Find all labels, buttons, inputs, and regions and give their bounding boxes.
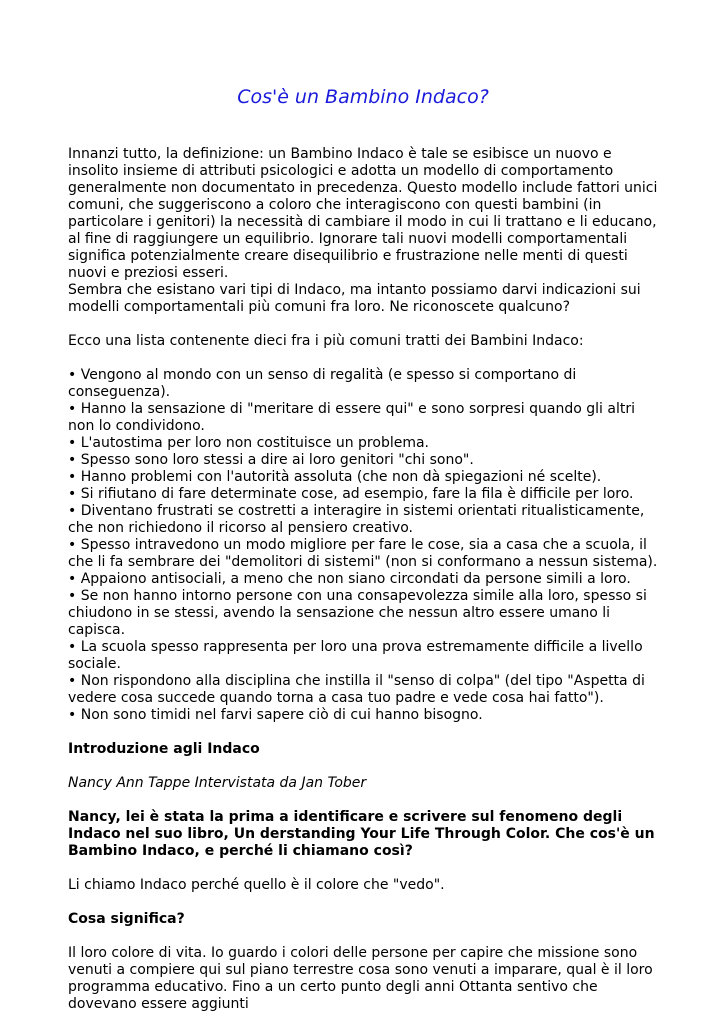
- intro-paragraph-2: Sembra che esistano vari tipi di Indaco, ma intanto possiamo darvi indicazioni sui modelli comportamentali più comuni fra loro. Ne riconoscete qualcuno?: [68, 282, 641, 315]
- interview-question-2: Cosa significa?: [68, 911, 185, 927]
- list-item: • Se non hanno intorno persone con una consapevolezza simile alla loro, spesso si chiudono in se stessi, avendo la sensazione che nessun altro essere umano li capisca.: [68, 588, 658, 639]
- list-item: • Non rispondono alla disciplina che instilla il "senso di colpa" (del tipo "Aspetta di vedere cosa succede quando torna a casa tuo padre e vede cosa hai fatto").: [68, 673, 658, 707]
- list-item: • Hanno la sensazione di "meritare di essere qui" e sono sorpresi quando gli altri non lo condividono.: [68, 401, 658, 435]
- list-intro: Ecco una lista contenente dieci fra i più comuni tratti dei Bambini Indaco:: [68, 333, 584, 349]
- list-item: • Spesso intravedono un modo migliore per fare le cose, sia a casa che a scuola, il che li fa sembrare dei "demolitori di sistemi" (non si conformano a nessun sistema).: [68, 537, 658, 571]
- interview-answer-1: Li chiamo Indaco perché quello è il colore che "vedo".: [68, 877, 445, 893]
- page-title: Cos'è un Bambino Indaco?: [237, 86, 489, 108]
- list-item: • Spesso sono loro stessi a dire ai loro genitori "chi sono".: [68, 452, 658, 469]
- list-item: • Si rifiutano di fare determinate cose, ad esempio, fare la fila è difficile per loro.: [68, 486, 658, 503]
- traits-list: [68, 367, 658, 724]
- list-item: • Vengono al mondo con un senso di regalità (e spesso si comportano di conseguenza).: [68, 367, 658, 401]
- list-item: • Diventano frustrati se costretti a interagire in sistemi orientati ritualisticamente, che non richiedono il ricorso al pensiero creativo.: [68, 503, 658, 537]
- intro-paragraph-1: Innanzi tutto, la definizione: un Bambino Indaco è tale se esibisce un nuovo e insolito insieme di attributi psicologici e adotta un modello di comportamento generalmente non documentato in precedenza. Questo modello include fattori unici comuni, che suggeriscono a coloro che interagiscono con questi bambini (in particolare i genitori) la necessità di cambiare il modo in cui li trattano e li educano, al fine di raggiungere un equilibrio. Ignorare tali nuovi modelli comportamentali significa potenzialmente creare disequilibrio e frustrazione nelle menti di questi nuovi e preziosi esseri.: [68, 146, 658, 281]
- list-item: • Non sono timidi nel farvi sapere ciò di cui hanno bisogno.: [68, 707, 658, 724]
- list-item: • Appaiono antisociali, a meno che non siano circondati da persone simili a loro.: [68, 571, 658, 588]
- list-item: • L'autostima per loro non costituisce un problema.: [68, 435, 658, 452]
- list-item: • La scuola spesso rappresenta per loro una prova estremamente difficile a livello sociale.: [68, 639, 658, 673]
- list-item: • Hanno problemi con l'autorità assoluta (che non dà spiegazioni né scelte).: [68, 469, 658, 486]
- interview-answer-2: Il loro colore di vita. Io guardo i colori delle persone per capire che missione sono venuti a compiere qui sul piano terrestre cosa sono venuti a imparare, qual è il loro programma educativo. Fino a un certo punto degli anni Ottanta sentivo che dovevano essere aggiunti: [68, 945, 653, 1012]
- section-heading: Introduzione agli Indaco: [68, 741, 260, 757]
- byline: Nancy Ann Tappe Intervistata da Jan Tober: [68, 775, 367, 791]
- interview-question-1: Nancy, lei è stata la prima a identificare e scrivere sul fenomeno degli Indaco nel suo libro, Un derstanding Your Life Through Color. Che cos'è un Bambino Indaco, e perché li chiamano così?: [68, 809, 655, 859]
- document-body: [68, 146, 658, 1013]
